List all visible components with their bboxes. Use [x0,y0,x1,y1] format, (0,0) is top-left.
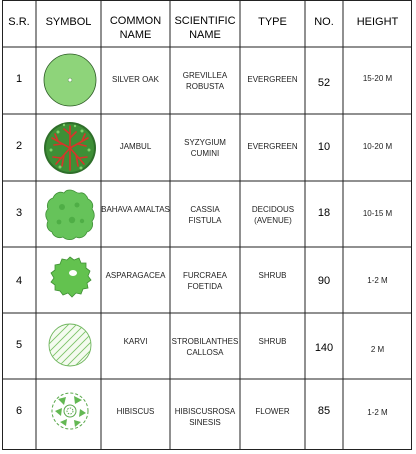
row-1-sr: 1 [15,73,23,85]
row-3-sr: 3 [15,207,23,219]
row-3-common-name: BAHAVA AMALTAS [101,205,170,214]
row-6-scientific-name: HIBISCUSROSA SINESIS [174,407,236,427]
row-6-sr: 6 [15,405,23,417]
row-5-height: 2 M [370,345,385,354]
bahava-amaltas-symbol-icon [42,187,98,243]
asparagacea-symbol-icon [48,255,92,299]
row-5-no: 140 [314,342,334,354]
row-4-sr: 4 [15,275,23,287]
plant-schedule-table [2,0,412,450]
row-5-common-name: KARVI [123,337,148,346]
header-sr: S.R. [8,16,30,28]
row-2-scientific-name: SYZYGIUM CUMINI [184,138,226,158]
silver-oak-symbol-icon [42,52,98,108]
hibiscus-symbol-icon [50,391,90,431]
row-5-type: SHRUB [258,337,287,346]
row-2-no: 10 [317,141,331,153]
row-3-height: 10-15 M [362,209,393,218]
row-3-type: DECIDOUS (AVENUE) [251,205,295,225]
header-no: NO. [314,16,334,28]
row-3-no: 18 [317,207,331,219]
row-1-common-name: SILVER OAK [112,75,159,84]
row-4-type: SHRUB [258,271,287,280]
row-2-sr: 2 [15,140,23,152]
row-1-height: 15-20 M [362,74,393,83]
row-4-height: 1-2 M [367,276,388,285]
row-2-type: EVERGREEN [247,142,298,151]
row-6-height: 1-2 M [367,408,388,417]
header-type: TYPE [258,16,287,28]
header-scientific-name: SCIENTIFIC NAME [174,15,236,41]
jambul-symbol-icon [42,120,98,176]
row-1-no: 52 [317,77,331,89]
row-3-scientific-name: CASSIA FISTULA [188,205,222,225]
row-6-no: 85 [317,405,331,417]
row-5-sr: 5 [15,339,23,351]
row-2-height: 10-20 M [362,142,393,151]
header-height: HEIGHT [356,16,399,28]
row-6-common-name: HIBISCUS [116,407,155,416]
row-6-type: FLOWER [255,407,290,416]
row-1-type: EVERGREEN [247,75,298,84]
row-4-scientific-name: FURCRAEA FOETIDA [182,271,227,291]
header-common-name: COMMON NAME [109,15,162,41]
row-5-scientific-name: STROBILANTHES CALLOSA [171,337,239,357]
row-4-common-name: ASPARAGACEA [105,271,166,280]
karvi-symbol-icon [47,322,93,368]
row-1-scientific-name: GREVILLEA ROBUSTA [182,71,228,91]
header-symbol: SYMBOL [45,16,92,28]
row-4-no: 90 [317,275,331,287]
row-2-common-name: JAMBUL [119,142,152,151]
